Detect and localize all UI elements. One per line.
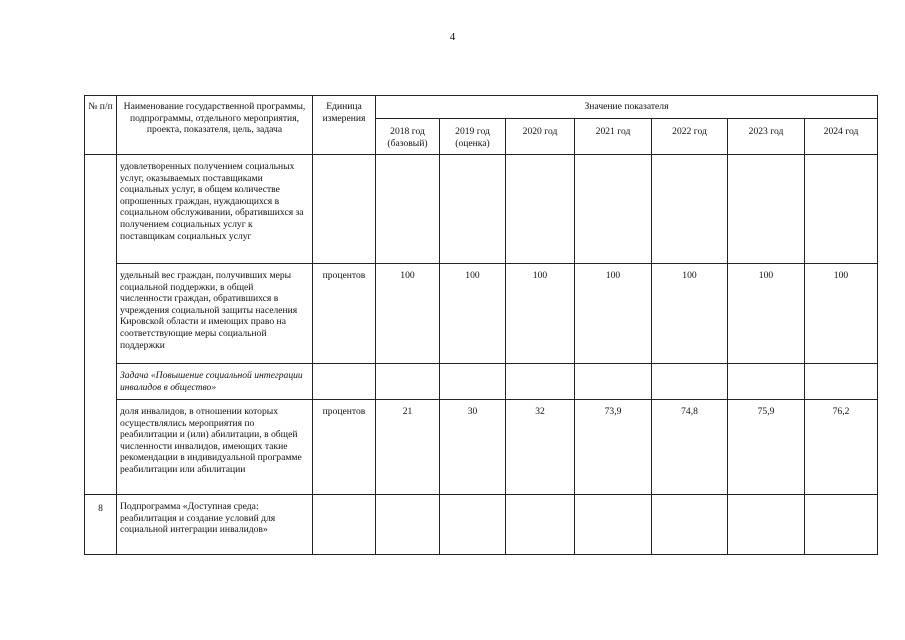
indicator-value bbox=[506, 495, 575, 555]
indicator-value: 74,8 bbox=[652, 400, 728, 495]
table-row bbox=[85, 264, 878, 364]
indicator-value bbox=[376, 364, 440, 400]
indicator-value: 100 bbox=[440, 264, 506, 364]
header-year: 2021 год bbox=[575, 119, 652, 155]
task-title: Задача «Повышение социальной интеграции инвалидов в общество» bbox=[117, 364, 313, 400]
indicator-value: 32 bbox=[506, 400, 575, 495]
indicator-value bbox=[575, 495, 652, 555]
indicator-value bbox=[506, 364, 575, 400]
indicator-unit bbox=[313, 155, 376, 264]
header-year: 2018 год (базовый) bbox=[376, 119, 440, 155]
subprogram-title: Подпрограмма «Доступная среда: реабилитация и создание условий для социальной интеграции инвалидов» bbox=[117, 495, 313, 555]
header-year: 2023 год bbox=[728, 119, 805, 155]
indicator-value bbox=[575, 155, 652, 264]
indicator-unit: процентов bbox=[313, 400, 376, 495]
indicator-value bbox=[805, 155, 878, 264]
indicator-value bbox=[376, 495, 440, 555]
indicator-value bbox=[728, 155, 805, 264]
header-year: 2022 год bbox=[652, 119, 728, 155]
indicator-value bbox=[440, 155, 506, 264]
indicator-unit bbox=[313, 364, 376, 400]
indicator-value bbox=[652, 155, 728, 264]
indicator-value: 100 bbox=[376, 264, 440, 364]
indicator-value bbox=[440, 364, 506, 400]
indicator-name: удовлетворенных получением социальных услуг, оказываемых поставщиками социальных услуг, в общем количестве опрошенных граждан, нуждающихся в социальном обслуживании, обратившихся за получением социальных услуг к поставщикам социальных услуг bbox=[117, 155, 313, 264]
indicator-value: 30 bbox=[440, 400, 506, 495]
indicator-table bbox=[84, 95, 878, 555]
indicator-unit: процентов bbox=[313, 264, 376, 364]
header-num: № п/п bbox=[85, 96, 117, 155]
indicator-value: 100 bbox=[575, 264, 652, 364]
header-row-top bbox=[85, 96, 878, 119]
indicator-value: 21 bbox=[376, 400, 440, 495]
indicator-value: 100 bbox=[805, 264, 878, 364]
indicator-value bbox=[652, 495, 728, 555]
indicator-value: 75,9 bbox=[728, 400, 805, 495]
indicator-value bbox=[575, 364, 652, 400]
header-year: 2024 год bbox=[805, 119, 878, 155]
indicator-value: 73,9 bbox=[575, 400, 652, 495]
indicator-value bbox=[652, 364, 728, 400]
row-number: 8 bbox=[85, 495, 117, 555]
indicator-name: удельный вес граждан, получивших меры социальной поддержки, в общей численности граждан, обратившихся в учреждения социальной защиты населения Кировской области и имеющих право на соответствующие меры социальной поддержки bbox=[117, 264, 313, 364]
indicator-value bbox=[376, 155, 440, 264]
table-row bbox=[85, 400, 878, 495]
table-row bbox=[85, 495, 878, 555]
header-unit: Единица измерения bbox=[313, 96, 376, 155]
indicator-value bbox=[728, 364, 805, 400]
indicator-value bbox=[728, 495, 805, 555]
header-year: 2020 год bbox=[506, 119, 575, 155]
indicator-value: 100 bbox=[506, 264, 575, 364]
indicator-value bbox=[805, 364, 878, 400]
table-row bbox=[85, 155, 878, 264]
indicator-value: 76,2 bbox=[805, 400, 878, 495]
indicator-value bbox=[440, 495, 506, 555]
indicator-value bbox=[506, 155, 575, 264]
row-number bbox=[85, 155, 117, 495]
indicator-name: доля инвалидов, в отношении которых осуществлялись мероприятия по реабилитации и (или) абилитации, в общей численности инвалидов, имеющих такие рекомендации в индивидуальной программе реабилитации или абилитации bbox=[117, 400, 313, 495]
indicator-unit bbox=[313, 495, 376, 555]
header-year: 2019 год (оценка) bbox=[440, 119, 506, 155]
indicator-value: 100 bbox=[728, 264, 805, 364]
table-row bbox=[85, 364, 878, 400]
header-name: Наименование государственной программы, подпрограммы, отдельного мероприятия, проекта, показателя, цель, задача bbox=[117, 96, 313, 155]
indicator-value bbox=[805, 495, 878, 555]
page-number: 4 bbox=[449, 31, 456, 43]
indicator-value: 100 bbox=[652, 264, 728, 364]
header-values-group: Значение показателя bbox=[376, 96, 878, 119]
